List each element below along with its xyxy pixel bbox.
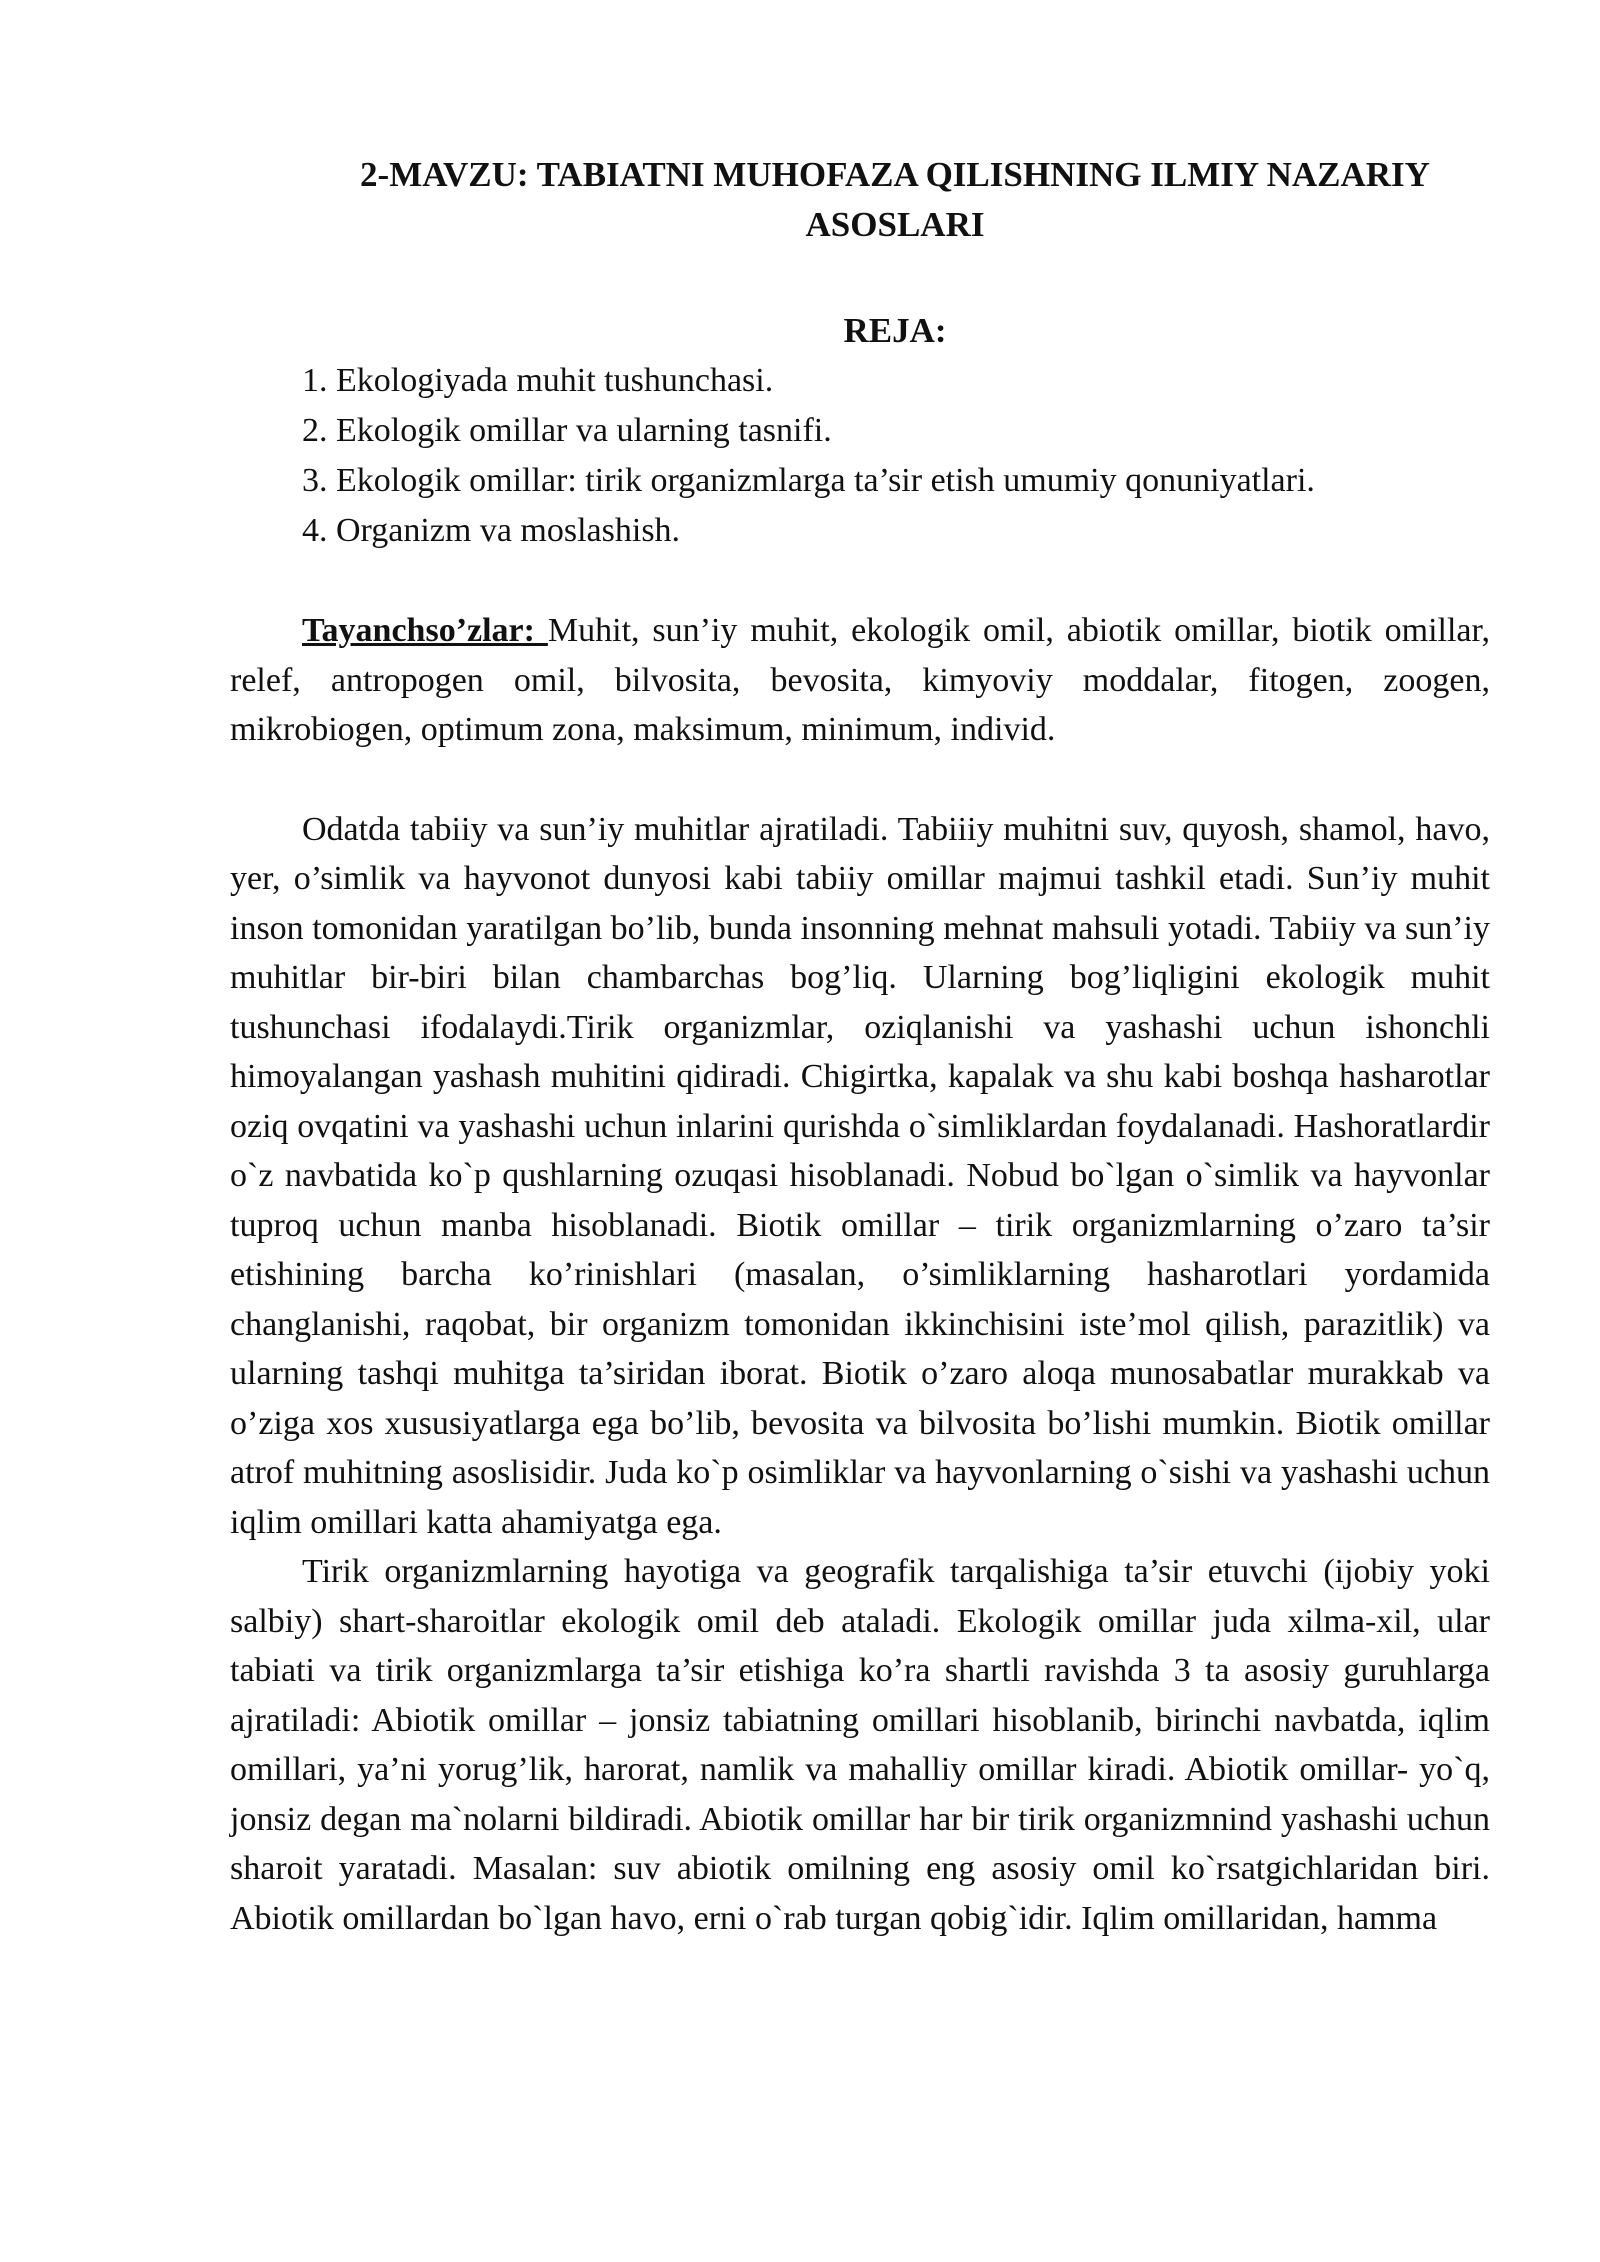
plan-item: 4. Organizm va moslashish.	[302, 512, 681, 549]
keywords-paragraph	[230, 606, 1490, 755]
plan-item: 2. Ekologik omillar va ularning tasnifi.	[302, 412, 832, 449]
title-line-1: 2-MAVZU: TABIATNI MUHOFAZA QILISHNING ILMIY NAZARIY	[360, 155, 1430, 194]
plan-list	[230, 356, 1490, 556]
document-title	[300, 150, 1490, 250]
keywords-text: Muhit, sun’iy muhit, ekologik omil, abiotik omillar, biotik omillar, relef, antropogen omil, bilvosita, bevosita, kimyoviy moddalar, fitogen, zoogen, mikrobiogen, optimum zona, maksimum, minimum, individ.	[230, 612, 1490, 748]
plan-item: 1. Ekologiyada muhit tushunchasi.	[302, 362, 774, 399]
body-paragraph-2: Tirik organizmlarning hayotiga va geografik tarqalishiga ta’sir etuvchi (ijobiy yoki salbiy) shart-sharoitlar ekologik omil deb ataladi. Ekologik omillar juda xilma-xil, ular tabiati va tirik organizmlarga ta’sir etishiga ko’ra shartli ravishda 3 ta asosiy guruhlarga ajratiladi: Abiotik omillar – jonsiz tabiatning omillari hisoblanib, birinchi navbatda, iqlim omillari, ya’ni yorug’lik, harorat, namlik va mahalliy omillar kiradi. Abiotik omillar- yo`q, jonsiz degan ma`nolarni bildiradi. Abiotik omillar har bir tirik organizmnind yashashi uchun sharoit yaratadi. Masalan: suv abiotik omilning eng asosiy omil ko`rsatgichlaridan biri. Abiotik omillardan bo`lgan havo, erni o`rab turgan qobig`idir. Iqlim omillaridan, hamma	[230, 1553, 1490, 1937]
keywords-label: Tayanchso’zlar:	[302, 612, 548, 649]
body-paragraph-1: Odatda tabiiy va sun’iy muhitlar ajratiladi. Tabiiiy muhitni suv, quyosh, shamol, havo, yer, o’simlik va hayvonot dunyosi kabi tabiiy omillar majmui tashkil etadi. Sun’iy muhit inson tomonidan yaratilgan bo’lib, bunda insonning mehnat mahsuli yotadi. Tabiiy va sun’iy muhitlar bir-biri bilan chambarchas bog’liq. Ularning bog’liqligini ekologik muhit tushunchasi ifodalaydi.Tirik organizmlar, oziqlanishi va yashashi uchun ishonchli himoyalangan yashash muhitini qidiradi. Chigirtka, kapalak va shu kabi boshqa hasharotlar oziq ovqatini va yashashi uchun inlarini qurishda o`simliklardan foydalanadi. Hashoratlardir o`z navbatida ko`p qushlarning ozuqasi hisoblanadi. Nobud bo`lgan o`simlik va hayvonlar tuproq uchun manba hisoblanadi. Biotik omillar – tirik organizmlarning o’zaro ta’sir etishining barcha ko’rinishlari (masalan, o’simliklarning hasharotlari yordamida changlanishi, raqobat, bir organizm tomonidan ikkinchisini iste’mol qilish, parazitlik) va ularning tashqi muhitga ta’siridan iborat. Biotik o’zaro aloqa munosabatlar murakkab va o’ziga xos xususiyatlarga ega bo’lib, bevosita va bilvosita bo’lishi mumkin. Biotik omillar atrof muhitning asoslisidir. Juda ko`p osimliklar va hayvonlarning o`sishi va yashashi uchun iqlim omillari katta ahamiyatga ega.	[230, 810, 1490, 1541]
title-line-2: ASOSLARI	[805, 205, 985, 244]
plan-item: 3. Ekologik omillar: tirik organizmlarga ta’sir etish umumiy qonuniyatlari.	[302, 462, 1315, 499]
plan-heading: REJA:	[843, 311, 947, 350]
document-page	[230, 150, 1490, 1943]
